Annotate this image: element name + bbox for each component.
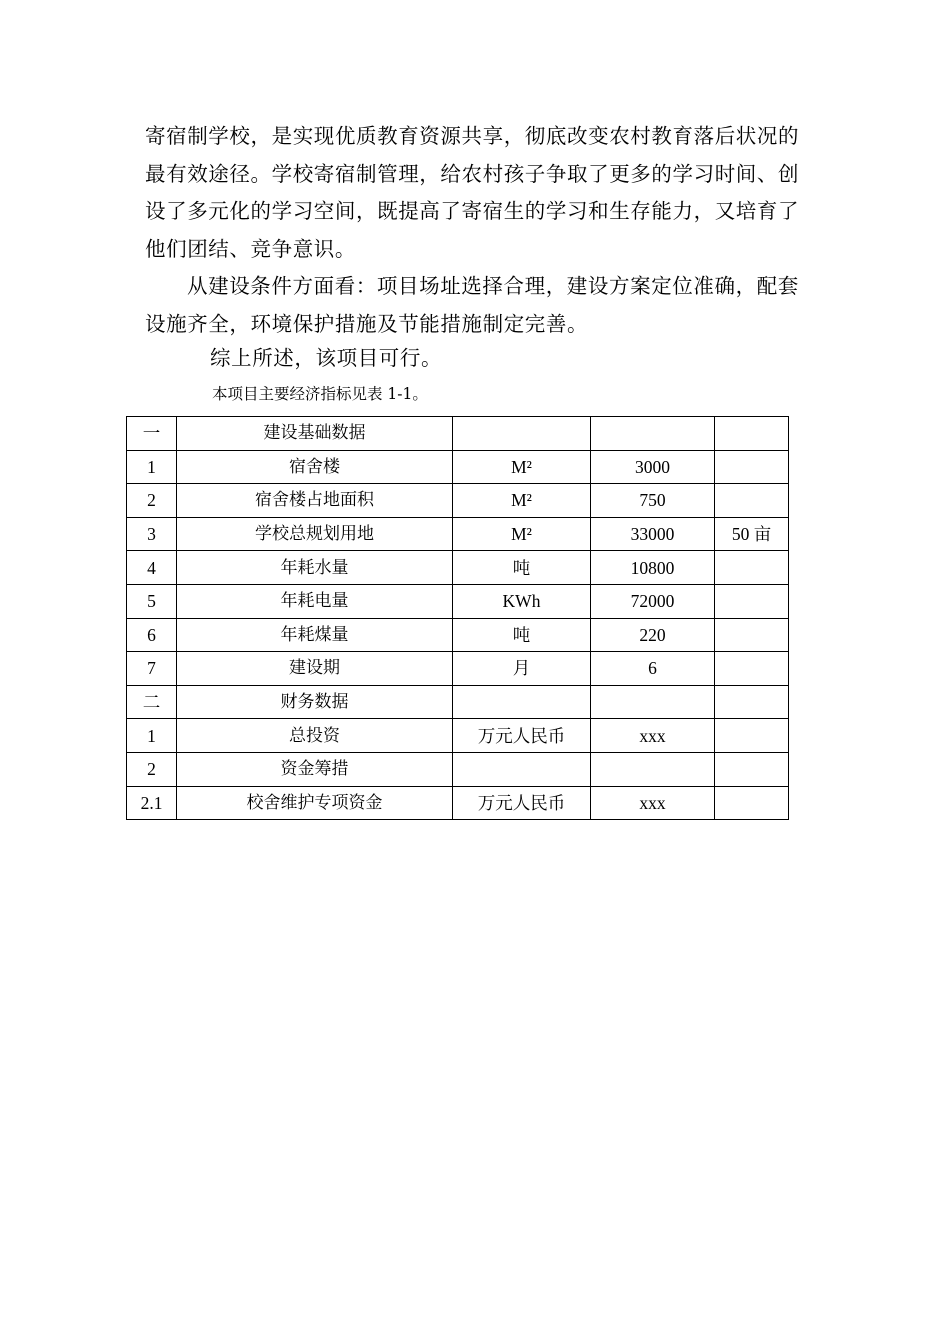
table-cell-note (715, 484, 789, 518)
table-cell-item: 年耗电量 (177, 584, 453, 618)
table-cell-unit (453, 685, 591, 719)
table-cell-note: 50 亩 (715, 517, 789, 551)
table-cell-item: 建设基础数据 (177, 417, 453, 451)
table-cell-unit: M² (453, 517, 591, 551)
table-row (127, 517, 789, 551)
table-cell-value (591, 685, 715, 719)
body-text (145, 118, 810, 343)
table-row (127, 484, 789, 518)
paragraph-boarding-school: 寄宿制学校，是实现优质教育资源共享，彻底改变农村教育落后状况的最有效途径。学校寄宿制管理，给农村孩子争取了更多的学习时间、创设了多元化的学习空间，既提高了寄宿生的学习和生存能力，又培育了他们团结、竞争意识。 (145, 124, 800, 261)
table-cell-index: 6 (127, 618, 177, 652)
table-cell-value: 10800 (591, 551, 715, 585)
table-cell-value: 33000 (591, 517, 715, 551)
table-cell-unit: 吨 (453, 618, 591, 652)
table-cell-note (715, 652, 789, 686)
table-cell-item: 财务数据 (177, 685, 453, 719)
table-cell-note (715, 685, 789, 719)
table-row (127, 450, 789, 484)
table-cell-value: 3000 (591, 450, 715, 484)
table-cell-item: 宿舍楼 (177, 450, 453, 484)
table-cell-item: 建设期 (177, 652, 453, 686)
table-cell-value: 72000 (591, 584, 715, 618)
table-row (127, 652, 789, 686)
table-cell-unit: 吨 (453, 551, 591, 585)
table-cell-index: 1 (127, 450, 177, 484)
table-cell-note (715, 752, 789, 786)
table-cell-index: 2.1 (127, 786, 177, 820)
table-cell-value: xxx (591, 786, 715, 820)
table-cell-index: 5 (127, 584, 177, 618)
table-cell-note (715, 786, 789, 820)
table-cell-note (715, 719, 789, 753)
table-cell-index: 4 (127, 551, 177, 585)
table-cell-unit (453, 752, 591, 786)
table-cell-unit (453, 417, 591, 451)
conclusion-line: 综上所述，该项目可行。 (210, 346, 443, 370)
table-cell-unit: 万元人民币 (453, 719, 591, 753)
table-cell-item: 资金筹措 (177, 752, 453, 786)
table-row (127, 618, 789, 652)
table-cell-index: 一 (127, 417, 177, 451)
table-cell-note (715, 584, 789, 618)
table-cell-item: 总投资 (177, 719, 453, 753)
table-cell-value: xxx (591, 719, 715, 753)
table-row (127, 685, 789, 719)
table-cell-note (715, 551, 789, 585)
economic-indicators-table (126, 416, 789, 820)
table-row (127, 551, 789, 585)
table-cell-value (591, 417, 715, 451)
table-cell-value: 220 (591, 618, 715, 652)
table-cell-index: 7 (127, 652, 177, 686)
table-cell-index: 1 (127, 719, 177, 753)
table-cell-index: 2 (127, 484, 177, 518)
table-cell-item: 年耗水量 (177, 551, 453, 585)
table-cell-item: 年耗煤量 (177, 618, 453, 652)
table-cell-value: 750 (591, 484, 715, 518)
table-cell-unit: KWh (453, 584, 591, 618)
table-cell-value: 6 (591, 652, 715, 686)
table-cell-index: 3 (127, 517, 177, 551)
table-row (127, 719, 789, 753)
table-cell-unit: 万元人民币 (453, 786, 591, 820)
table-cell-item: 校舍维护专项资金 (177, 786, 453, 820)
table-row (127, 786, 789, 820)
table-body (127, 417, 789, 820)
table-cell-item: 宿舍楼占地面积 (177, 484, 453, 518)
table-cell-index: 二 (127, 685, 177, 719)
table-cell-value (591, 752, 715, 786)
table-cell-note (715, 618, 789, 652)
table-row (127, 752, 789, 786)
table-cell-unit: M² (453, 484, 591, 518)
table-caption: 本项目主要经济指标见表 1-1。 (212, 385, 428, 403)
table-cell-note (715, 450, 789, 484)
table-cell-index: 2 (127, 752, 177, 786)
table-cell-unit: 月 (453, 652, 591, 686)
table-cell-unit: M² (453, 450, 591, 484)
table-cell-item: 学校总规划用地 (177, 517, 453, 551)
table-row (127, 584, 789, 618)
table-cell-note (715, 417, 789, 451)
table-row (127, 417, 789, 451)
paragraph-construction-conditions: 从建设条件方面看：项目场址选择合理，建设方案定位准确，配套设施齐全，环境保护措施及节能措施制定完善。 (145, 274, 799, 336)
